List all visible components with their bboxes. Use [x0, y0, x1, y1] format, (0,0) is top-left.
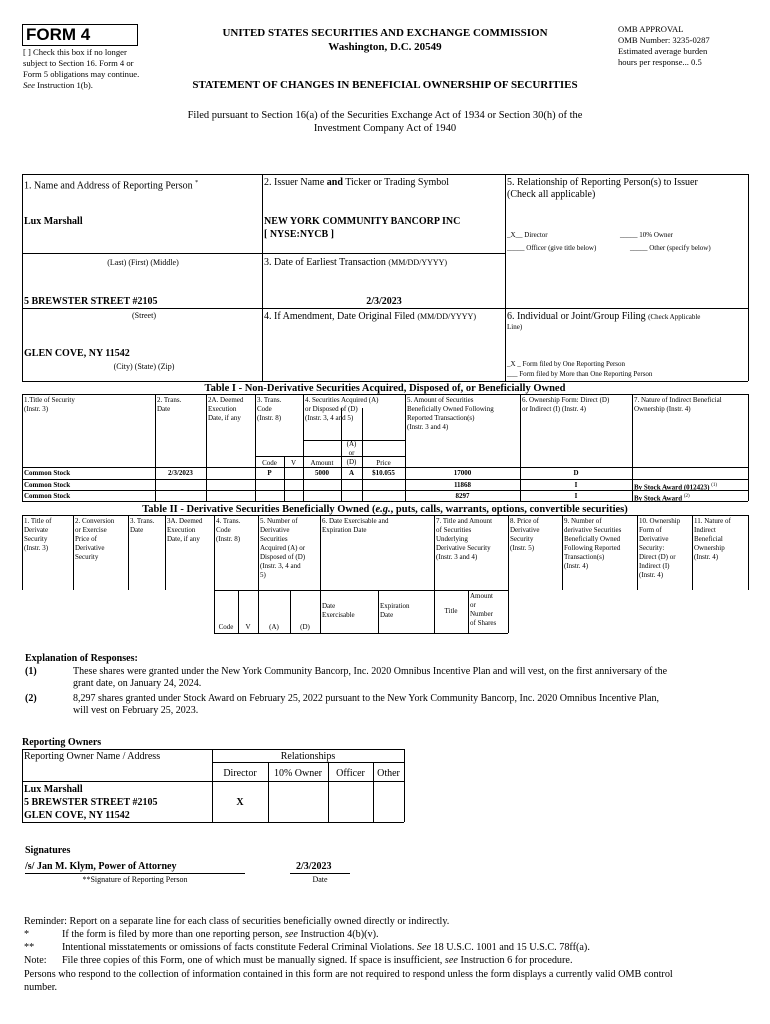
signature-caption: **Signature of Reporting Person — [82, 875, 188, 884]
t2-sub-a: (A) — [269, 623, 279, 631]
ro-col-owner10: 10% Owner — [273, 768, 323, 779]
agency-name: UNITED STATES SECURITIES AND EXCHANGE COMMISSION — [222, 27, 548, 39]
issuer-name: NEW YORK COMMUNITY BANCORP INC — [264, 216, 461, 227]
table2-title: Table II - Derivative Securities Beneficially Owned (e.g., puts, calls, warrants, options, convertible securities) — [142, 504, 628, 515]
t2-col-exercisable: 6. Date Exercisable and Expiration Date — [322, 517, 389, 534]
t1-sub-aod: (A) or (D) — [346, 440, 357, 466]
reporting-person-city: GLEN COVE, NY 11542 — [24, 348, 130, 359]
t2-col-code: 4. Trans. Code (Instr. 8) — [216, 517, 241, 543]
box3-label: 3. Date of Earliest Transaction (MM/DD/YYYY) — [264, 257, 448, 268]
ro-director-mark: X — [236, 797, 244, 808]
signature-date: 2/3/2023 — [296, 861, 332, 872]
signatures-heading: Signatures — [25, 845, 71, 856]
t2-sub-exercisable: Date Exercisable — [322, 602, 355, 619]
issuer-ticker: [ NYSE:NYCB ] — [264, 229, 334, 240]
box1-label: 1. Name and Address of Reporting Person * — [24, 180, 199, 192]
table-row: Common Stock 11868 I By Stock Award (012423) $^{(1)}$ — [24, 481, 718, 492]
t2-sub-amount: Amount or Number of Shares — [470, 592, 497, 627]
date-caption: Date — [312, 875, 328, 884]
t2-col-date: 3. Trans. Date — [130, 517, 155, 534]
t1-col-title: 1.Title of Security (Instr. 3) — [24, 396, 75, 413]
omb-persons-notice: Persons who respond to the collection of information contained in this form are not required to respond unless the form displays a currently valid OMB control number. — [24, 969, 673, 993]
box4-label: 4. If Amendment, Date Original Filed (MM/DD/YYYY) — [264, 311, 476, 322]
t2-col-nature: 11. Nature of Indirect Beneficial Ownership (Instr. 4) — [694, 517, 731, 561]
other-checkbox: _____ Other (specify below) — [630, 244, 711, 252]
earliest-transaction-date: 2/3/2023 — [366, 296, 402, 307]
owner10-checkbox: _____ 10% Owner — [620, 231, 673, 239]
city-sublabel: (City) (State) (Zip) — [113, 362, 175, 371]
ro-col-officer: Officer — [336, 768, 365, 779]
t2-sub-d: (D) — [300, 623, 310, 631]
omb-approval: OMB APPROVAL OMB Number: 3235-0287 Estimated average burden hours per response... 0.5 — [618, 24, 710, 67]
t1-sub-amount: Amount — [310, 459, 334, 467]
t1-col-nature: 7. Nature of Indirect Beneficial Ownership (Instr. 4) — [634, 396, 722, 413]
reminder-line: Reminder: Report on a separate line for each class of securities beneficially owned directly or indirectly. — [24, 916, 450, 927]
t2-col-form: 10. Ownership Form of Derivative Security: Direct (D) or Indirect (I) (Instr. 4) — [639, 517, 681, 579]
form-title-box — [22, 24, 138, 46]
t2-sub-expiration: Expiration Date — [380, 602, 410, 619]
filed-pursuant: Filed pursuant to Section 16(a) of the Securities Exchange Act of 1934 or Section 30(h) of the Investment Company Act of 1940 — [187, 110, 583, 134]
t2-col-owned: 9. Number of derivative Securities Beneficially Owned Following Reported Transaction(s) (Instr. 4) — [564, 517, 622, 570]
t1-col-acquired: 4. Securities Acquired (A) or Disposed of (D) (Instr. 3, 4 and 5) — [305, 396, 379, 422]
agency-location: Washington, D.C. 20549 — [328, 41, 442, 53]
t1-col-deemed: 2A. Deemed Execution Date, if any — [208, 396, 244, 422]
street-sublabel: (Street) — [132, 311, 156, 320]
t2-col-number: 5. Number of Derivative Securities Acquired (A) or Disposed of (D) (Instr. 3, 4 and 5) — [260, 517, 306, 579]
t1-col-date: 2. Trans. Date — [157, 396, 182, 413]
t2-sub-title: Title — [444, 607, 458, 615]
ro-col-director: Director — [223, 768, 257, 779]
signer-name: /s/ Jan M. Klym, Power of Attorney — [25, 861, 177, 872]
box6-label: 6. Individual or Joint/Group Filing (Check Applicable Line) — [507, 311, 701, 331]
t2-col-conversion: 2. Conversion or Exercise Price of Derivative Security — [75, 517, 115, 561]
t1-col-form: 6. Ownership Form: Direct (D) or Indirect (I) (Instr. 4) — [522, 396, 610, 413]
t2-sub-v: V — [245, 623, 251, 631]
name-sublabel: (Last) (First) (Middle) — [107, 258, 179, 267]
ro-col-relationships: Relationships — [280, 751, 336, 762]
t1-col-owned: 5. Amount of Securities Beneficially Owned Following Reported Transaction(s) (Instr. 3 and 4) — [407, 396, 494, 431]
form4-page: FORM 4 [ ] Check this box if no longer subject to Section 16. Form 4 or Form 5 obligations may continue. See Instruction 1(b). UNITED STATES SECURITIES AND EXCHANGE COMMISSION Washington, D.C. 20549 OMB APPROVAL OMB Number: 3235-0287 Estimated average burden hours per response... 0.5 STATEMENT OF CHANGES IN BENEFICIAL OWNERSHIP OF SECURITIES Filed pursuant to Section 16(a) of the Securities Exchange Act of 1934 or Section 30(h) of the Investment Company Act of 1940 1. Name and Address of Reporting Person * Lux Marshall (Last) (First) (Middle) 5 BREWSTER STREET #2105 (Street) GLEN COVE, NY 11542 (City) (State) (Zip) 2. Issuer Name and Ticker or Trading Symbol NEW YORK COMMUNITY BANCORP INC [ NYSE:NYCB ] 3. Date of Earliest Transaction (MM/DD/YYYY) 2/3/2023 4. If Amendment, Date Original Filed (MM/DD/YYYY) 5. Relationship of Reporting Person(s) to Issuer (Check all applicable) _X__ Director _____ 10% Owner _____ Officer (give title below) _____ Other (specify below) 6. Individual or Joint/Group Filing (Check Applicable Line) _X _ Form filed by One Reporting Person ___ Form filed by More than One Reporting Person Table I - Non-Derivative Securities Acquired, Disposed of, or Beneficially Owned 1.Title of Security (Instr. 3) 2. Trans. Date 2A. Deemed Execution Date, if any 3. Trans. Code (Instr. 8) 4. Securities Acquired (A) or Disposed of (D) (Instr. 3, 4 and 5) 5. Amount of Securities Beneficially Owned Following Reported Transaction(s) (Instr. 3 and 4) 6. Ownership Form: Direct (D) or Indirect (I) (Instr. 4) 7. Nature of Indirect Beneficial Ownership (Instr. 4) Code V Amount (A) or (D) Price Common Stock 2/3/2023 P 5000 A $10.055 17000 D Common Stock 11868 I By Stock Award (012423) $^{(1)}$ Common Stock 8297 I By Stock Award $^{(2)}$ Table II - Derivative Securities Beneficially Owned (e.g., puts, calls, warrants, options, convertible securities) 1. Title of Derivate Security (Instr. 3) 2. Conversion or Exercise Price of Derivative Security 3. Trans. Date 3A. Deemed Execution Date, if any 4. Trans. Code (Instr. 8) 5. Number of Derivative Securities Acquired (A) or Disposed of (D) (Instr. 3, 4 and 5) 6. Date Exercisable and Expiration Date 7. Title and Amount of Securities Underlying Derivative Security (Instr. 3 and 4) 8. Price of Derivative Security (Instr. 5) 9. Number of derivative Securities Beneficially Owned Following Reported Transaction(s) (Instr. 4) 10. Ownership Form of Derivative Security: Direct (D) or Indirect (I) (Instr. 4) 11. Nature of Indirect Beneficial Ownership (Instr. 4) Code V (A) (D) Date Exercisable Expiration Date Title Amount or Number of Shares Explanation of Responses: (1) These shares were granted under the New York Community Bancorp, Inc. 2020 Omnibus Incentive Plan and will vest, on the first anniversary of the grant date, on January 24, 2024. (2) 8,297 shares granted under Stock Award on February 25, 2022 pursuant to the New York Community Bancorp, Inc. 2020 Omnibus Incentive Plan, will vest on February 25, 2023. Reporting Owners Reporting Owner Name / Address Relationships Director 10% Owner Officer Other Lux Marshall 5 BREWSTER STREET #2105 GLEN COVE, NY 11542 X Signatures /s/ Jan M. Klym, Power of Attorney **Signature of Reporting Person 2/3/2023 Date Reminder: Report on a separate line for each class of securities beneficially owned directly or indirectly. * If the form is filed by more than one reporting person, see Instruction 4(b)(v). ** Intentional misstatements or omissions of facts constitute Federal Criminal Violations. See 18 U.S.C. 1001 and 15 U.S.C. 78ff(a). Note: File three copies of this Form, one of which must be manually signed. If space is insufficient, see Instruction 6 for procedure. Persons who respond to the collection of information contained in this form are not required to respond unless the form displays a currently valid OMB control number. — [0, 0, 770, 1024]
explanation-heading: Explanation of Responses: — [25, 653, 138, 664]
t1-sub-code: Code — [262, 459, 277, 467]
t1-col-code: 3. Trans. Code (Instr. 8) — [257, 396, 282, 422]
ro-col-name: Reporting Owner Name / Address — [24, 751, 161, 762]
box5-label: 5. Relationship of Reporting Person(s) to Issuer (Check all applicable) — [507, 177, 698, 200]
table-row: Common Stock 2/3/2023 P 5000 A $10.055 17000 D — [24, 469, 579, 477]
reporting-person-street: 5 BREWSTER STREET #2105 — [24, 296, 158, 307]
director-checkbox: _X__ Director — [507, 231, 548, 239]
ro-col-other: Other — [377, 768, 400, 779]
check-note: [ ] Check this box if no longer subject to Section 16. Form 4 or Form 5 obligations may continue. See Instruction 1(b). — [23, 47, 140, 90]
t2-col-underlying: 7. Title and Amount of Securities Underlying Derivative Security (Instr. 3 and 4) — [436, 517, 493, 561]
form-title: FORM 4 — [26, 25, 91, 44]
table-row: Common Stock 8297 I By Stock Award $^{(2)}$ — [24, 492, 690, 503]
t2-col-deemed: 3A. Deemed Execution Date, if any — [167, 517, 203, 543]
t1-sub-price: Price — [376, 459, 391, 467]
t2-col-title: 1. Title of Derivate Security (Instr. 3) — [24, 517, 52, 552]
t2-col-price: 8. Price of Derivative Security (Instr. 5) — [510, 517, 540, 552]
ro-owner: Lux Marshall 5 BREWSTER STREET #2105 GLEN COVE, NY 11542 — [24, 784, 158, 821]
statement-title: STATEMENT OF CHANGES IN BENEFICIAL OWNERSHIP OF SECURITIES — [192, 79, 578, 91]
filing-option-multiple: ___ Form filed by More than One Reporting Person — [507, 370, 653, 378]
filing-option-one: _X _ Form filed by One Reporting Person — [507, 360, 626, 368]
t2-sub-code: Code — [218, 623, 234, 631]
box2-label: 2. Issuer Name and Ticker or Trading Symbol — [264, 177, 450, 188]
reporting-person-name: Lux Marshall — [24, 216, 83, 227]
table1-title: Table I - Non-Derivative Securities Acquired, Disposed of, or Beneficially Owned — [204, 383, 566, 394]
t1-sub-v: V — [290, 459, 297, 467]
reporting-owners-heading: Reporting Owners — [22, 737, 102, 748]
officer-checkbox: _____ Officer (give title below) — [507, 244, 597, 252]
